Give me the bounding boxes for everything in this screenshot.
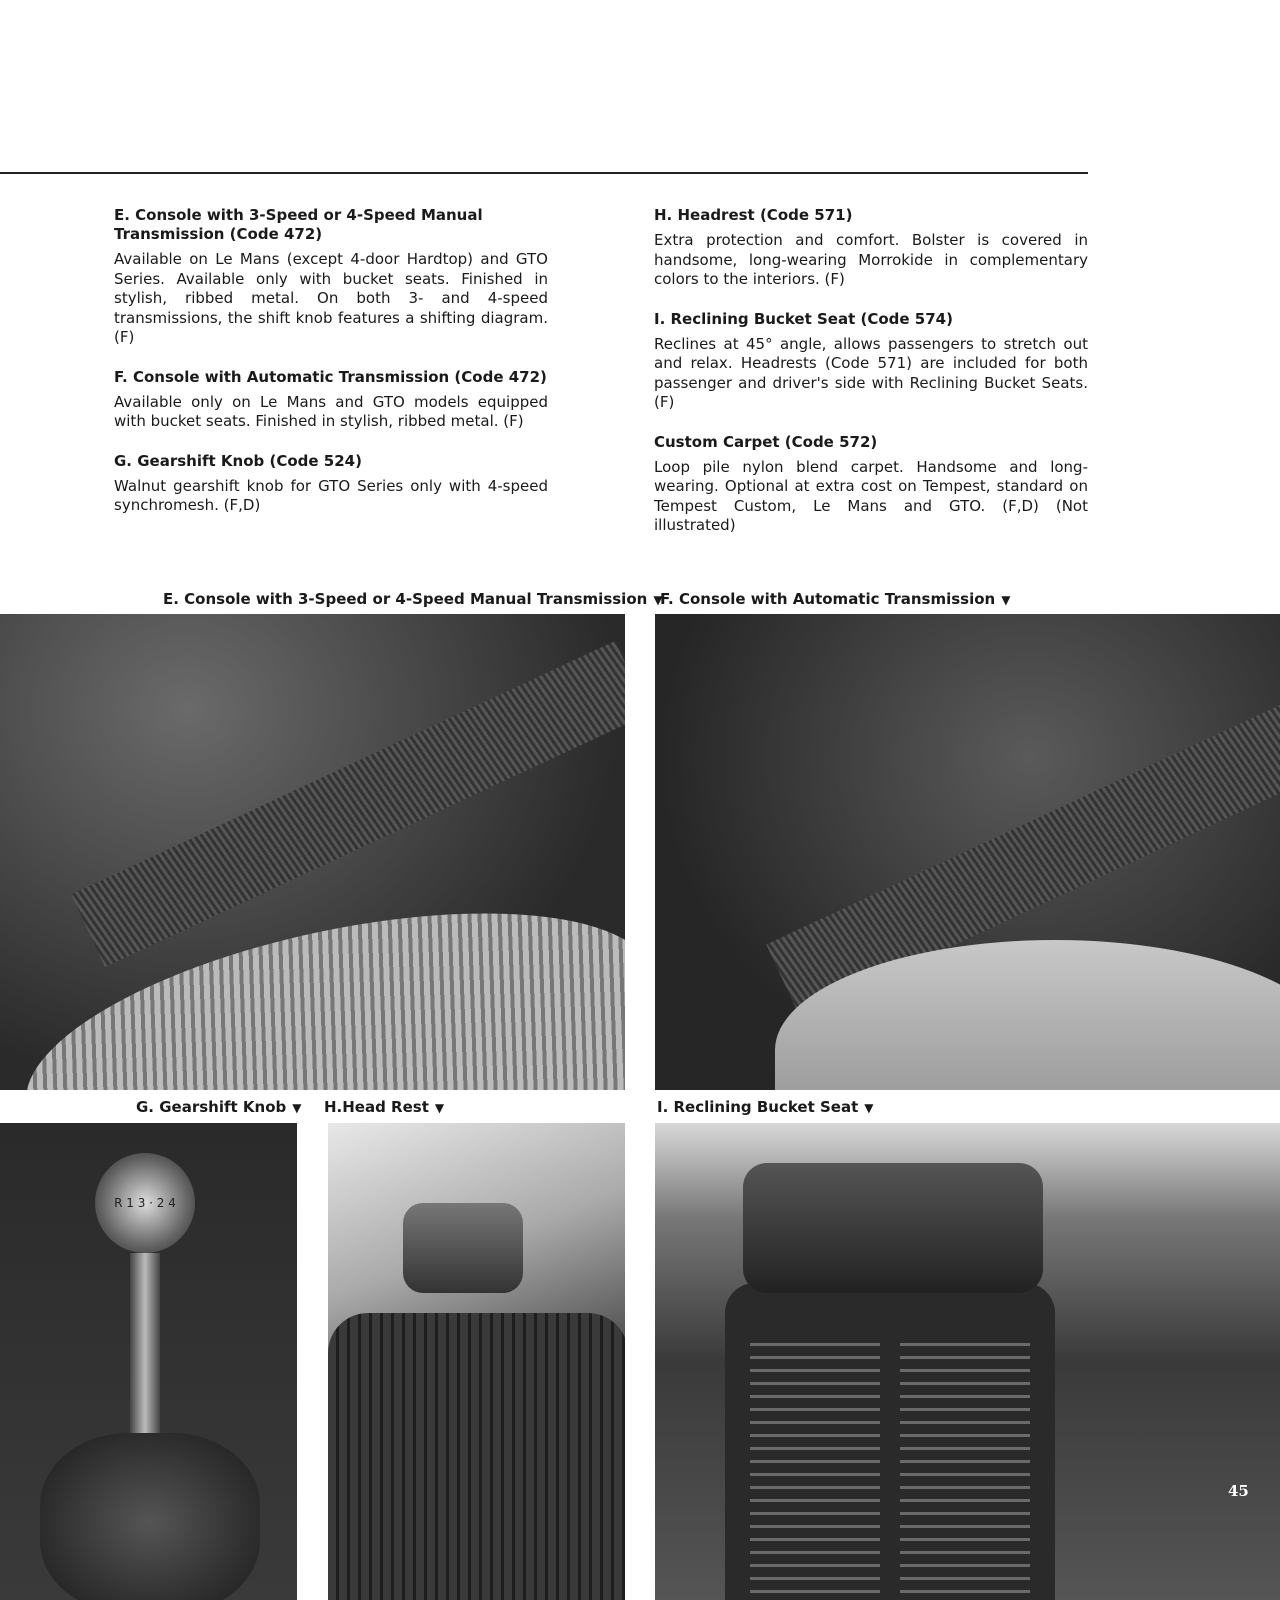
- knob-shift-diagram: R 1 3 · 2 4: [95, 1153, 195, 1253]
- section-heading: H. Headrest (Code 571): [654, 206, 853, 224]
- section-body: Loop pile nylon blend carpet. Handsome and long-wearing. Optional at extra cost on Tempest, standard on Tempest Custom, Le Mans and GTO. (F,D) (Not illustrated): [654, 457, 1088, 534]
- page-number: 45: [1228, 1482, 1249, 1500]
- section-heading: G. Gearshift Knob (Code 524): [114, 451, 362, 470]
- photo-console-manual: [0, 614, 625, 1090]
- down-triangle-icon: ▼: [1001, 593, 1011, 607]
- caption-e: [163, 590, 663, 608]
- caption-h: [324, 1098, 444, 1116]
- section-heading: F. Console with Automatic Transmission (Code 472): [114, 367, 547, 386]
- top-rule: [0, 172, 1088, 174]
- caption-f: [660, 590, 1010, 608]
- section-heading: Custom Carpet (Code 572): [654, 432, 878, 451]
- caption-i: [657, 1098, 874, 1116]
- section-body: Available on Le Mans (except 4-door Hardtop) and GTO Series. Available only with bucket seats. Finished in stylish, ribbed metal. On both 3- and 4-speed transmissions, the shift knob features a shifting diagram. (F): [114, 250, 548, 346]
- photo-gearshift-knob: [0, 1123, 297, 1600]
- section-e: [114, 206, 548, 348]
- right-column: [654, 206, 1088, 556]
- caption-text: G. Gearshift Knob: [136, 1098, 287, 1116]
- section-g: [114, 452, 548, 516]
- caption-text: H.Head Rest: [324, 1098, 429, 1116]
- section-body: Walnut gearshift knob for GTO Series only with 4-speed synchromesh. (F,D): [114, 476, 548, 514]
- section-body: Available only on Le Mans and GTO models equipped with bucket seats. Finished in stylish, ribbed metal. (F): [114, 392, 548, 430]
- section-heading: I. Reclining Bucket Seat (Code 574): [654, 309, 953, 328]
- section-body: Extra protection and comfort. Bolster is covered in handsome, long-wearing Morrokide in complementary colors to the interiors. (F): [654, 231, 1088, 288]
- section-i: [654, 310, 1088, 413]
- section-heading: E. Console with 3-Speed or 4-Speed Manual Transmission (Code 472): [114, 206, 483, 243]
- left-column: [114, 206, 548, 536]
- caption-g: [136, 1098, 301, 1116]
- caption-text: E. Console with 3-Speed or 4-Speed Manual Transmission: [163, 590, 648, 608]
- down-triangle-icon: ▼: [434, 1101, 445, 1115]
- down-triangle-icon: ▼: [864, 1101, 874, 1115]
- photo-headrest: [328, 1123, 625, 1600]
- down-triangle-icon: ▼: [292, 1101, 302, 1115]
- section-f: [114, 368, 548, 432]
- section-carpet: [654, 433, 1088, 536]
- caption-text: I. Reclining Bucket Seat: [657, 1098, 859, 1116]
- down-triangle-icon: ▼: [653, 593, 663, 607]
- section-h: [654, 206, 1088, 290]
- photo-console-automatic: [655, 614, 1280, 1090]
- section-body: Reclines at 45° angle, allows passengers to stretch out and relax. Headrests (Code 571) are included for both passenger and driver's side with Reclining Bucket Seats. (F): [654, 334, 1088, 411]
- caption-text: F. Console with Automatic Transmission: [660, 590, 996, 608]
- photo-reclining-seat: [655, 1123, 1280, 1600]
